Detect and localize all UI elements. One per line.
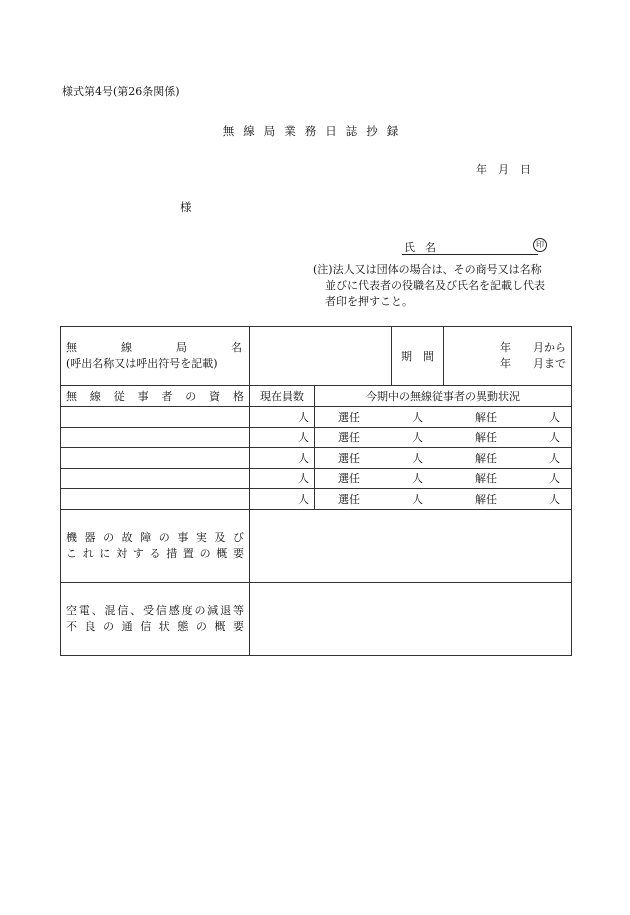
seal-mark-icon: 印 <box>533 238 547 252</box>
appoint-unit: 人 <box>412 492 423 506</box>
addressee-suffix: 様 <box>180 200 192 214</box>
interference-summary-input[interactable] <box>250 582 572 655</box>
period-label: 期 間 <box>392 327 444 386</box>
dismiss-unit: 人 <box>549 410 560 424</box>
fault-label-cell <box>61 509 250 582</box>
fault-label-line-1: 機器の故障の事実及び <box>66 530 244 544</box>
dismiss-label: 解任 <box>475 451 497 465</box>
dismiss-label: 解任 <box>475 410 497 424</box>
name-label: 氏名 <box>404 241 446 254</box>
staff-change-input[interactable] <box>315 427 572 448</box>
station-log-table <box>60 326 572 656</box>
staff-row <box>61 489 572 510</box>
staff-row <box>61 448 572 469</box>
staff-row <box>61 407 572 428</box>
dismiss-unit: 人 <box>549 431 560 445</box>
current-count-input[interactable]: 人 <box>250 407 315 428</box>
dismiss-label: 解任 <box>475 492 497 506</box>
current-count-input[interactable]: 人 <box>250 489 315 510</box>
staff-row <box>61 427 572 448</box>
document-title: 無線局業務日誌抄録 <box>222 124 408 138</box>
qualification-input[interactable] <box>61 489 250 510</box>
dismiss-unit: 人 <box>549 492 560 506</box>
current-count-input[interactable]: 人 <box>250 448 315 469</box>
dismiss-label: 解任 <box>475 472 497 486</box>
staff-change-input[interactable] <box>315 489 572 510</box>
fault-row <box>61 509 572 582</box>
staff-row <box>61 468 572 489</box>
appoint-unit: 人 <box>412 431 423 445</box>
interference-row <box>61 582 572 655</box>
period-input[interactable] <box>444 327 572 386</box>
appoint-label: 選任 <box>338 472 360 486</box>
date-field: 年 月 日 <box>476 163 531 176</box>
staff-change-input[interactable] <box>315 407 572 428</box>
staff-change-input[interactable] <box>315 448 572 469</box>
current-count-header: 現在員数 <box>250 386 315 407</box>
note-line-2: 並びに代表者の役職名及び氏名を記載し代表 <box>325 279 545 292</box>
station-name-label: 無線局名 <box>66 341 244 354</box>
qualification-input[interactable] <box>61 427 250 448</box>
appoint-label: 選任 <box>338 431 360 445</box>
qualification-input[interactable] <box>61 448 250 469</box>
appoint-label: 選任 <box>338 410 360 424</box>
dismiss-unit: 人 <box>549 451 560 465</box>
qualification-input[interactable] <box>61 407 250 428</box>
note-line-1: (注)法人又は団体の場合は、その商号又は名称 <box>313 263 542 276</box>
dismiss-label: 解任 <box>475 431 497 445</box>
current-count-input[interactable]: 人 <box>250 427 315 448</box>
appoint-label: 選任 <box>338 451 360 465</box>
appoint-label: 選任 <box>338 492 360 506</box>
staff-change-input[interactable] <box>315 468 572 489</box>
current-count-input[interactable]: 人 <box>250 468 315 489</box>
station-name-label-cell <box>61 327 250 386</box>
staff-header-row <box>61 386 572 407</box>
fault-label-line-2: これに対する措置の概要 <box>66 546 244 560</box>
dismiss-unit: 人 <box>549 472 560 486</box>
interference-label-line-1: 空電、混信、受信感度の減退等 <box>66 603 244 617</box>
interference-label-cell <box>61 582 250 655</box>
appoint-unit: 人 <box>412 451 423 465</box>
period-from: 年 月から <box>500 341 566 354</box>
staff-change-header: 今期中の無線従事者の異動状況 <box>315 386 572 407</box>
appoint-unit: 人 <box>412 410 423 424</box>
period-to: 年 月まで <box>500 357 566 370</box>
station-name-sublabel: (呼出名称又は呼出符号を記載) <box>66 357 218 370</box>
qualification-header: 無線従事者の資格 <box>61 386 250 407</box>
form-number: 様式第4号(第26条関係) <box>62 85 180 98</box>
station-name-input[interactable] <box>250 327 392 386</box>
interference-label-line-2: 不良の通信状態の概要 <box>66 619 244 633</box>
note <box>313 262 563 310</box>
appoint-unit: 人 <box>412 472 423 486</box>
fault-summary-input[interactable] <box>250 509 572 582</box>
qualification-input[interactable] <box>61 468 250 489</box>
station-row <box>61 327 572 386</box>
note-line-3: 者印を押すこと。 <box>325 295 413 308</box>
